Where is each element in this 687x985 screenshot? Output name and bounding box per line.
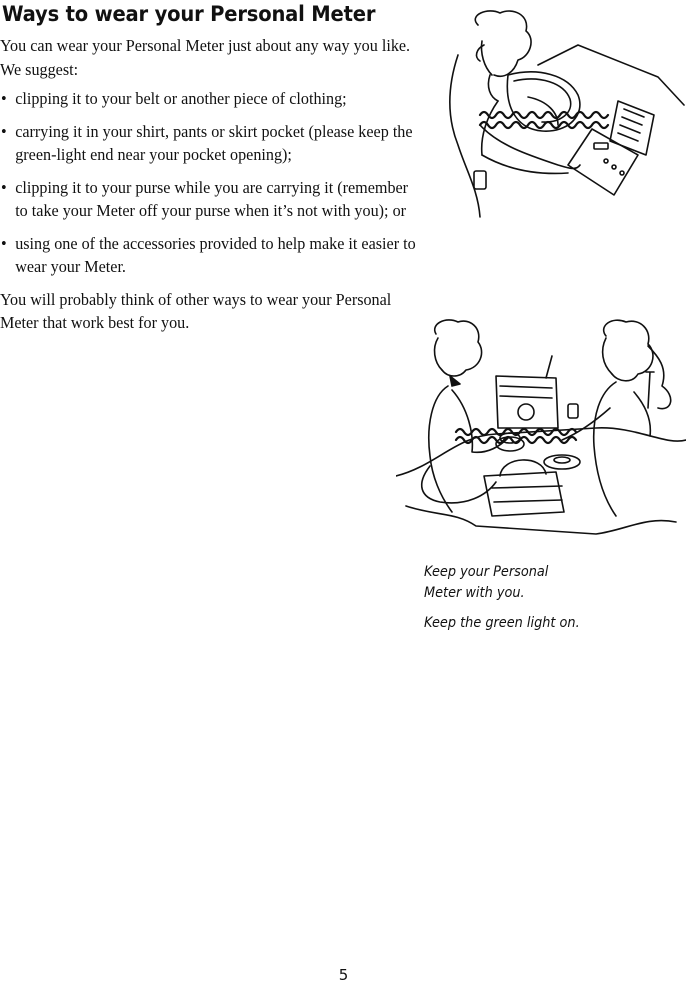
body-text	[0, 34, 440, 335]
list-item: • clipping it to your belt or another piece of clothing;	[0, 87, 418, 111]
caption-line-2: Meter with you.	[424, 585, 525, 601]
bullet-icon: •	[0, 177, 7, 197]
bullet-icon: •	[0, 89, 7, 108]
list-item: • clipping it to your purse while you are carrying it (remember to take your Meter off your purse when it’s not with you); or	[0, 177, 409, 220]
closing-paragraph: You will probably think of other ways to wear your Personal Meter that work best for you.	[0, 289, 392, 332]
intro-paragraph: You can wear your Personal Meter just about any way you like. We suggest:	[0, 36, 411, 79]
suggestion-list	[0, 87, 440, 279]
caption-line-1: Keep your Personal	[424, 564, 549, 580]
bullet-icon: •	[0, 121, 7, 141]
list-item: • using one of the accessories provided to help make it easier to wear your Meter.	[0, 233, 416, 276]
caption-green-light: Keep the green light on.	[424, 615, 580, 631]
list-item: • carrying it in your shirt, pants or skirt pocket (please keep the green-light end near your pocket opening);	[0, 121, 413, 164]
caption	[424, 562, 654, 604]
bullet-icon: •	[0, 233, 7, 253]
page-title: Ways to wear your Personal Meter	[2, 2, 376, 26]
picnic-illustration	[396, 316, 686, 548]
page-number: 5	[338, 966, 349, 984]
car-driver-illustration	[418, 5, 686, 220]
